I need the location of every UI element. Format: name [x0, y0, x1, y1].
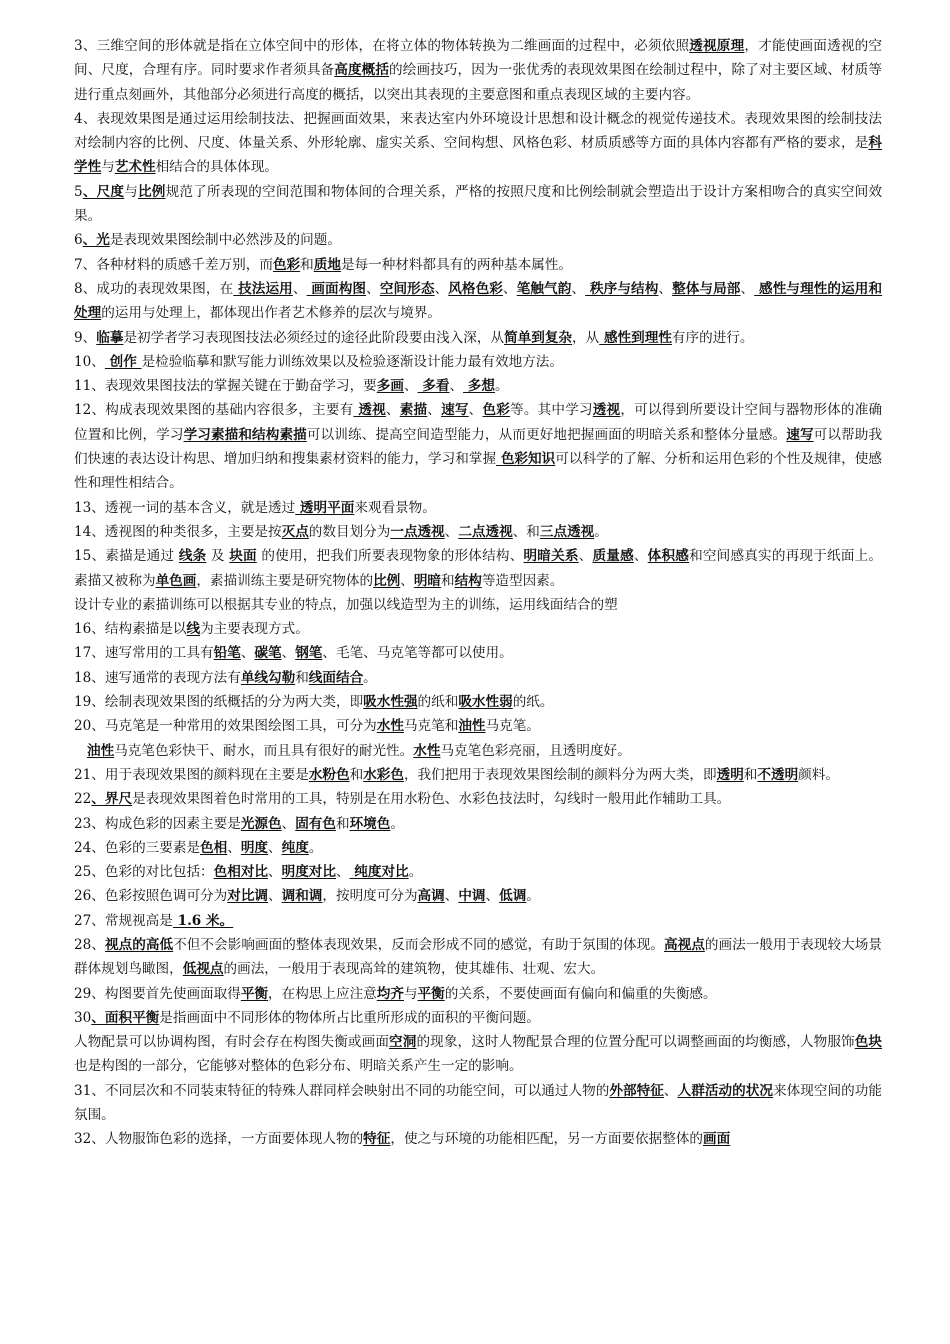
text-run: 不但不会影响画面的整体表现效果，反而会形成不同的感觉，有助于氛围的体现。: [173, 936, 664, 953]
keyword-answer: 视点的高低: [104, 936, 174, 953]
text-run: 、: [485, 888, 500, 905]
keyword-answer: 色彩知识: [496, 451, 556, 468]
text-run: 、: [434, 280, 449, 297]
text-run: 的现象，这时人物配景合理的位置分配可以调整画面的均衡感，人物服饰: [416, 1034, 855, 1051]
keyword-answer: 不透明: [757, 766, 799, 783]
text-run: ，在构思上应注意: [268, 985, 377, 1002]
text-run: 9、: [74, 329, 97, 346]
text-run: ，才能使画面透视的空间、尺度，合理有序。同时要求作者须具备: [74, 38, 883, 79]
text-run: 的纸。: [512, 694, 554, 711]
text-run: 、: [268, 888, 282, 905]
keyword-answer: 透视原理: [689, 38, 745, 54]
text-run: 来观看景物。: [354, 499, 436, 516]
keyword-answer: 环境色: [349, 815, 391, 832]
text-run: 8、成功的表现效果图，在: [74, 280, 234, 297]
keyword-answer: 明度: [240, 839, 269, 856]
text-run: 、毛笔、马克笔等都可以使用。: [322, 645, 513, 662]
text-run: 24、色彩的三要素是: [74, 839, 201, 856]
paragraph: [74, 228, 882, 252]
keyword-answer: 、光: [82, 232, 110, 249]
text-run: ，可以得到所要设计空间与器物形体的准确位置和比例，学习: [74, 402, 883, 443]
text-run: 、: [740, 280, 755, 297]
keyword-answer: 感性到理性: [599, 329, 672, 346]
text-run: 。: [526, 888, 540, 905]
text-run: 28、: [74, 936, 105, 953]
keyword-answer: 技法运用: [233, 280, 293, 297]
text-run: 相结合的具体体现。: [155, 159, 278, 176]
paragraph: [74, 593, 882, 617]
keyword-answer: 调和调: [281, 888, 323, 905]
text-run: 、: [268, 864, 282, 881]
text-run: 27、常规视高是: [74, 912, 173, 929]
text-run: ，素描训练主要是研究物体的: [196, 572, 374, 589]
keyword-answer: 创作: [104, 353, 142, 370]
keyword-answer: 色彩: [482, 402, 511, 419]
keyword-answer: 风格色彩: [448, 280, 503, 297]
keyword-answer: 、尺度: [82, 183, 125, 200]
keyword-answer: 色彩: [272, 256, 301, 273]
text-run: 。: [308, 839, 323, 856]
keyword-answer: 三点透视: [539, 523, 595, 540]
paragraph: [74, 763, 882, 787]
paragraph: [74, 1006, 882, 1030]
text-run: 规范了所表现的空间范围和物体间的合理关系，严格的按照尺度和比例绘制就会塑造出于设计方案相吻合的真实空间效果。: [74, 183, 883, 225]
text-run: 、: [403, 378, 418, 395]
text-run: 、: [571, 280, 586, 297]
keyword-answer: 铅笔: [213, 645, 241, 662]
keyword-answer: 色相对比: [213, 864, 269, 881]
keyword-answer: 水性: [376, 718, 404, 735]
text-run: 是表现效果图绘制中必然涉及的问题。: [109, 232, 341, 249]
paragraph: [74, 909, 882, 933]
text-run: 17、速写常用的工具有: [74, 645, 214, 662]
text-run: 、: [658, 280, 673, 297]
keyword-answer: 整体与局部: [672, 280, 741, 297]
text-run: 5: [74, 183, 83, 200]
keyword-answer: 线条: [178, 548, 207, 565]
text-run: 与: [101, 159, 115, 176]
text-run: 22: [74, 791, 92, 808]
keyword-answer: 1.6 米。: [172, 912, 234, 929]
keyword-answer: 外部特征: [609, 1082, 664, 1099]
paragraph: [74, 350, 882, 374]
text-run: 马克笔和: [403, 718, 459, 735]
keyword-answer: 结构: [454, 572, 482, 589]
text-run: 是检验临摹和默写能力训练效果以及检验逐渐设计能力最有效地方法。: [141, 353, 563, 370]
text-run: 32、人物服饰色彩的选择，一方面要体现人物的: [74, 1131, 364, 1148]
text-run: 的使用，把我们所要表现物象的形体结构、: [256, 548, 524, 565]
text-run: 的数目划分为: [308, 523, 391, 540]
text-run: 及: [206, 548, 230, 565]
text-run: 10、: [74, 353, 105, 370]
paragraph: [74, 860, 882, 884]
paragraph: [74, 544, 882, 593]
text-run: 15、素描是通过: [74, 548, 179, 565]
paragraph: [74, 1030, 882, 1079]
keyword-answer: 单线勾勒: [240, 669, 296, 686]
keyword-answer: 钢笔: [295, 645, 323, 662]
text-run: 、: [468, 402, 483, 419]
text-run: 和: [300, 256, 314, 273]
text-run: 、: [366, 280, 380, 297]
text-run: 、: [400, 572, 414, 589]
keyword-answer: 高调: [417, 888, 445, 905]
keyword-answer: 艺术性: [114, 159, 156, 176]
text-run: 是每一种材料都具有的两种基本属性。: [340, 256, 573, 273]
text-run: 6: [74, 232, 83, 249]
keyword-answer: 灭点: [281, 523, 309, 540]
text-run: 。: [363, 669, 377, 686]
text-run: ，从: [572, 329, 600, 346]
keyword-answer: 人群活动的状况: [677, 1082, 773, 1099]
text-run: 23、构成色彩的因素主要是: [74, 815, 241, 832]
text-run: 与: [124, 183, 138, 200]
keyword-answer: 素描: [399, 402, 428, 419]
text-run: 11、表现效果图技法的掌握关键在于勤奋学习，要: [74, 378, 377, 395]
text-run: 与: [403, 985, 418, 1002]
text-run: 的关系，不要使画面有偏向和偏重的失衡感。: [444, 985, 717, 1002]
text-run: 14、透视图的种类很多，主要是按: [74, 523, 282, 540]
paragraph: [74, 690, 882, 714]
text-run: 的绘画技巧，因为一张优秀的表现效果图在绘制过程中，除了对主要区域、材质等进行重点刻画外，其他部分必须进行高度的概括，以突出其表现的主要意图和重点表现区域的主要内容。: [74, 62, 883, 103]
keyword-answer: 低视点: [182, 961, 224, 978]
keyword-answer: 透视: [592, 402, 621, 419]
text-run: 16、结构素描是以: [74, 621, 187, 638]
text-run: 、: [503, 280, 517, 297]
paragraph: [74, 1127, 882, 1151]
keyword-answer: 中调: [458, 888, 486, 905]
keyword-answer: 质量感: [592, 548, 634, 565]
keyword-answer: 纯度对比: [349, 864, 409, 881]
keyword-answer: 明度对比: [281, 864, 336, 881]
keyword-answer: 透明: [716, 766, 744, 783]
keyword-answer: 高视点: [663, 936, 705, 953]
keyword-answer: 吸水性强: [363, 694, 418, 711]
text-run: 31、不同层次和不同装束特征的特殊人群同样会映射出不同的功能空间，可以通过人物的: [74, 1082, 610, 1099]
paragraph: [74, 933, 882, 982]
text-run: 13、透视一词的基本含义，就是透过: [74, 499, 296, 516]
text-run: 的运用与处理上，都体现出作者艺术修养的层次与境界。: [101, 305, 442, 322]
keyword-answer: 比例: [138, 183, 166, 200]
paragraph: [74, 884, 882, 908]
keyword-answer: 秩序与结构: [585, 280, 659, 297]
keyword-answer: 低调: [499, 888, 527, 905]
document-body: [74, 34, 882, 1152]
text-run: 来体现空间的功能氛围。: [74, 1082, 883, 1124]
keyword-answer: 碳笔: [254, 645, 282, 662]
paragraph: [74, 714, 882, 738]
keyword-answer: 多看: [417, 378, 450, 395]
text-run: 马克笔色彩快干、耐水，而且具有很好的耐光性。: [114, 742, 414, 759]
keyword-answer: 水性: [413, 742, 441, 759]
paragraph: [74, 180, 882, 229]
keyword-answer: 二点透视: [458, 523, 513, 540]
text-run: 、: [281, 645, 296, 662]
text-run: 马克笔色彩亮丽，且透明度好。: [440, 742, 631, 759]
keyword-answer: 特征: [363, 1131, 391, 1148]
text-run: ，使之与环境的功能相匹配，另一方面要依据整体的: [390, 1131, 704, 1148]
paragraph: [74, 666, 882, 690]
keyword-answer: 体积感: [647, 548, 690, 565]
text-run: 和空间感真实的再现于纸面上。素描又被称为: [74, 548, 883, 589]
text-run: 、: [335, 864, 350, 881]
text-run: 和: [295, 669, 309, 686]
text-run: 26、色彩按照色调可分为: [74, 888, 228, 905]
keyword-answer: 质地: [313, 256, 341, 273]
keyword-answer: 油性: [87, 742, 115, 759]
keyword-answer: 速写: [786, 426, 814, 443]
text-run: 、: [663, 1082, 678, 1099]
text-run: 为主要表现方式。: [200, 621, 309, 638]
text-run: 12、构成表现效果图的基础内容很多，主要有: [74, 402, 354, 419]
paragraph: [74, 34, 882, 107]
text-run: ，按明度可分为: [322, 888, 418, 905]
paragraph: [74, 496, 882, 520]
text-run: 人物配景可以协调构图，有时会存在构图失衡或画面: [74, 1034, 390, 1051]
text-run: 。: [390, 815, 404, 832]
keyword-answer: 高度概括: [334, 62, 390, 79]
paragraph: [74, 982, 882, 1006]
text-run: 是指画面中不同形体的物体所占比重所形成的面积的平衡问题。: [159, 1009, 540, 1026]
text-run: 的画法一般用于表现较大场景群体规划鸟瞰图，: [74, 936, 883, 978]
keyword-answer: 块面: [229, 548, 257, 565]
text-run: 30: [74, 1009, 92, 1026]
text-run: 19、绘制表现效果图的纸概括的分为两大类，即: [74, 694, 364, 711]
paragraph: [74, 739, 882, 763]
text-run: 等。其中学习: [510, 402, 593, 419]
text-run: 、: [444, 888, 459, 905]
text-run: 、: [385, 402, 400, 419]
keyword-answer: 透明平面: [295, 499, 355, 516]
keyword-answer: 临摹: [96, 329, 124, 346]
keyword-answer: 一点透视: [390, 523, 445, 540]
text-run: 和: [441, 572, 455, 589]
paragraph: [74, 812, 882, 836]
paragraph: [74, 1079, 882, 1128]
keyword-answer: 线: [186, 621, 201, 638]
keyword-answer: 水彩色: [363, 766, 404, 783]
text-run: 、: [633, 548, 648, 565]
text-run: 、: [449, 378, 464, 395]
keyword-answer: 纯度: [281, 839, 309, 856]
text-run: 和: [335, 815, 350, 832]
text-run: 18、速写通常的表现方法有: [74, 669, 241, 686]
text-run: 、: [292, 280, 307, 297]
keyword-answer: 油性: [458, 718, 486, 735]
keyword-answer: 平衡: [417, 985, 445, 1002]
keyword-answer: 空洞: [389, 1034, 417, 1051]
keyword-answer: 多画: [376, 378, 404, 395]
text-run: 可以科学的了解、分析和运用色彩的个性及规律，使感性和理性相结合。: [74, 451, 883, 492]
text-run: 29、构图要首先使画面取得: [74, 985, 241, 1002]
text-run: 、: [444, 523, 459, 540]
text-run: 也是构图的一部分，它能够对整体的色彩分布、明暗关系产生一定的影响。: [74, 1058, 523, 1075]
keyword-answer: 笔触气韵: [516, 280, 572, 297]
text-run: 有序的进行。: [671, 329, 754, 346]
keyword-answer: 空间形态: [379, 280, 435, 297]
text-run: 、: [227, 839, 241, 856]
text-run: 、: [268, 839, 282, 856]
paragraph: [74, 787, 882, 811]
text-run: 、: [240, 645, 255, 662]
keyword-answer: 平衡: [240, 985, 269, 1002]
text-run: 的纸和: [417, 694, 459, 711]
keyword-answer: 感性与理性的运用和处理: [74, 280, 883, 322]
text-run: 马克笔。: [485, 718, 540, 735]
text-run: 20、马克笔是一种常用的效果图绘图工具，可分为: [74, 718, 377, 735]
paragraph: [74, 277, 882, 326]
paragraph: [74, 641, 882, 665]
text-run: 。: [408, 864, 423, 881]
paragraph: [74, 253, 882, 277]
text-run: 7、各种材料的质感千差万别，而: [74, 256, 273, 273]
keyword-answer: 画面: [703, 1131, 731, 1148]
keyword-answer: 、界尺: [91, 791, 133, 808]
text-run: 等造型因素。: [481, 572, 564, 589]
paragraph: [74, 374, 882, 398]
paragraph: [74, 326, 882, 350]
text-run: 可以帮助我们快速的表达设计构思、增加归纳和搜集素材资料的能力，学习和掌握: [74, 426, 883, 468]
keyword-answer: 明暗: [413, 572, 442, 589]
keyword-answer: 透视: [353, 402, 386, 419]
text-run: 、和: [512, 523, 540, 540]
keyword-answer: 简单到复杂: [504, 329, 573, 346]
text-run: 。: [494, 378, 509, 395]
text-run: 25、色彩的对比包括：: [74, 864, 214, 881]
paragraph: [74, 617, 882, 641]
keyword-answer: 固有色: [295, 815, 336, 832]
keyword-answer: 、面积平衡: [91, 1009, 160, 1026]
keyword-answer: 多想: [463, 378, 495, 395]
text-run: 是表现效果图着色时常用的工具，特别是在用水粉色、水彩色技法时，勾线时一般用此作辅助工具。: [132, 791, 731, 808]
text-run: 的画法，一般用于表现高耸的建筑物，使其雄伟、壮观、宏大。: [223, 961, 605, 978]
text-run: 是初学者学习表现图技法必须经过的途径此阶段要由浅入深，从: [123, 329, 505, 346]
text-run: 和: [743, 766, 758, 783]
keyword-answer: 对比调: [227, 888, 269, 905]
keyword-answer: 吸水性弱: [458, 694, 513, 711]
paragraph: [74, 398, 882, 495]
keyword-answer: 均齐: [376, 985, 404, 1002]
text-run: 3、三维空间的形体就是指在立体空间中的形体，在将立体的物体转换为二维画面的过程中，必须依照: [74, 38, 690, 54]
text-run: 颜料。: [798, 766, 839, 783]
text-run: 设计专业的素描训练可以根据其专业的特点，加强以线造型为主的训练，运用线面结合的塑: [74, 596, 618, 613]
text-run: 21、用于表现效果图的颜料现在主要是: [74, 766, 309, 783]
text-run: 可以训练、提高空间造型能力，从而更好地把握画面的明暗关系和整体分量感。: [306, 426, 787, 443]
text-run: 、: [427, 402, 442, 419]
keyword-answer: 科学性: [74, 135, 882, 176]
text-run: ，我们把用于表现效果图绘制的颜料分为两大类，即: [403, 766, 717, 783]
text-run: 4、表现效果图是通过运用绘制技法、把握画面效果，来表达室内外环境设计思想和设计概念的视觉传递技术。表现效果图的绘制技法对绘制内容的比例、尺度、体量关系、外形轮廓、虚实关系、空间构想、风格色彩、材质质感等方面的具体内容都有严格的要求，是: [74, 110, 882, 152]
keyword-answer: 线面结合: [308, 669, 364, 686]
keyword-answer: 比例: [373, 572, 401, 589]
text-run: 、: [281, 815, 296, 832]
paragraph: [74, 836, 882, 860]
keyword-answer: 速写: [441, 402, 469, 419]
keyword-answer: 色块: [854, 1034, 883, 1051]
text-run: 、: [578, 548, 593, 565]
keyword-answer: 学习素描和结构素描: [183, 426, 307, 443]
keyword-answer: 单色画: [155, 572, 197, 589]
keyword-answer: 光源色: [240, 815, 282, 832]
keyword-answer: 明暗关系: [523, 548, 579, 565]
keyword-answer: 画面构图: [306, 280, 367, 297]
paragraph: [74, 520, 882, 544]
keyword-answer: 水粉色: [308, 766, 350, 783]
text-run: 和: [349, 766, 364, 783]
paragraph: [74, 107, 882, 180]
text-run: 。: [594, 523, 608, 540]
keyword-answer: 色相: [200, 839, 228, 856]
